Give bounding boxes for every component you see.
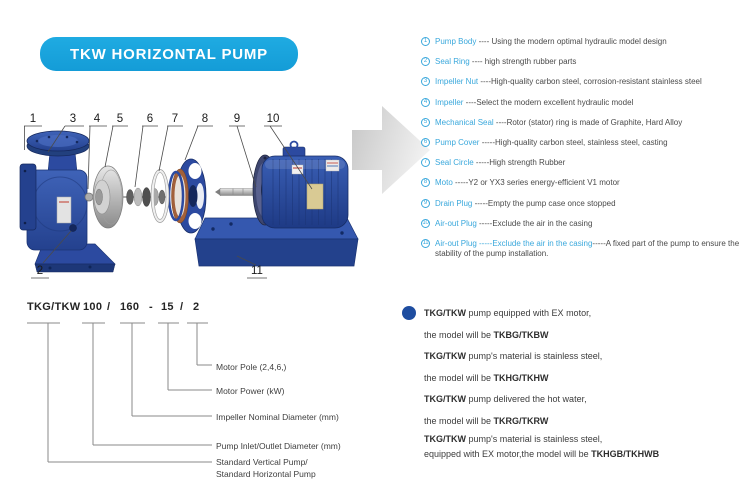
part-description: -----Y2 or YX3 series energy-efficient V1 motor bbox=[452, 178, 620, 188]
part-description: -----Exclude the air in the casing bbox=[476, 218, 593, 228]
model-breakdown-label: Standard Vertical Pump/ bbox=[216, 457, 308, 467]
motor-part bbox=[215, 142, 348, 229]
note-model-code: TKG/TKW bbox=[424, 394, 466, 404]
callout-6: 6 bbox=[146, 113, 154, 125]
callout-5: 5 bbox=[116, 113, 124, 125]
note-line bbox=[424, 432, 754, 447]
model-notes bbox=[424, 303, 754, 462]
part-number-badge: 11 bbox=[422, 239, 429, 246]
callout-8: 8 bbox=[201, 113, 209, 125]
part-number-badge: 9 bbox=[421, 199, 430, 208]
part-number-badge: 5 bbox=[421, 118, 430, 127]
part-description: -----Empty the pump case once stopped bbox=[472, 198, 616, 208]
model-code-segment: / bbox=[180, 301, 184, 313]
model-breakdown-label: Pump Inlet/Outlet Diameter (mm) bbox=[216, 441, 341, 451]
note-line bbox=[424, 368, 754, 390]
part-name: Pump Cover bbox=[435, 137, 480, 147]
note-line bbox=[424, 346, 754, 368]
part-description: ----Rotor (stator) ring is made of Graphite, Hard Alloy bbox=[493, 117, 683, 127]
parts-list-item bbox=[421, 239, 755, 259]
part-number-badge: 3 bbox=[421, 77, 430, 86]
model-code-segment: TKG/TKW bbox=[27, 301, 81, 313]
note-model-code: TKG/TKW bbox=[424, 351, 466, 361]
note-text: pump delivered the hot water, bbox=[466, 394, 587, 404]
impeller-part bbox=[93, 166, 123, 228]
callout-9: 9 bbox=[233, 113, 241, 125]
note-line bbox=[424, 303, 754, 325]
mechanical-seal-part bbox=[123, 188, 168, 207]
part-name: Seal Circle bbox=[435, 158, 474, 168]
part-name: Impeller bbox=[435, 97, 464, 107]
note-text: the model will be bbox=[424, 329, 494, 340]
parts-list-item bbox=[421, 77, 755, 87]
note-text: pump equipped with EX motor, bbox=[466, 308, 592, 318]
model-breakdown-label: Motor Power (kW) bbox=[216, 386, 285, 396]
part-number-badge: 6 bbox=[421, 138, 430, 147]
part-number-badge: 4 bbox=[421, 98, 430, 107]
note-text: the model will be bbox=[424, 415, 494, 426]
part-description: -----High-quality carbon steel, stainless steel, casting bbox=[479, 137, 668, 147]
callout-11: 11 bbox=[251, 265, 263, 277]
model-code-segment: 2 bbox=[193, 301, 200, 313]
model-code-segment: 100 bbox=[83, 301, 103, 313]
part-description: -----A fixed part of the pump to ensure the stability of the pump installation. bbox=[435, 238, 740, 258]
note-line bbox=[424, 389, 754, 411]
part-name: Air-out Plug -----Exclude the air in the casing bbox=[435, 238, 593, 248]
part-name: Moto bbox=[435, 178, 453, 188]
part-number-badge: 1 bbox=[421, 37, 430, 46]
part-number-badge: 8 bbox=[421, 178, 430, 187]
note-text: pump's material is stainless steel, bbox=[466, 351, 603, 361]
note-text: pump's material is stainless steel, bbox=[466, 434, 603, 444]
parts-list-item bbox=[421, 138, 755, 148]
part-description: ----High-quality carbon steel, corrosion-resistant stainless steel bbox=[478, 77, 702, 87]
callout-2: 2 bbox=[36, 265, 44, 277]
parts-list-item bbox=[421, 199, 755, 209]
model-code-segment: / bbox=[107, 301, 111, 313]
model-code-segment: 160 bbox=[120, 301, 140, 313]
note-model-code: TKHG/TKHW bbox=[493, 372, 549, 383]
note-model-code: TKG/TKW bbox=[424, 308, 466, 318]
model-breakdown-label: Motor Pole (2,4,6,) bbox=[216, 362, 287, 372]
note-model-code: TKBG/TKBW bbox=[493, 329, 549, 340]
parts-list-item bbox=[421, 98, 755, 108]
model-code-segment: 15 bbox=[161, 301, 174, 313]
part-description: ---- Using the modern optimal hydraulic model design bbox=[476, 37, 667, 46]
note-model-code: TKG/TKW bbox=[424, 434, 466, 444]
model-breakdown-label: Standard Horizontal Pump bbox=[216, 469, 316, 479]
model-breakdown-lines bbox=[20, 318, 360, 488]
parts-list-item bbox=[421, 178, 755, 188]
callout-1: 1 bbox=[29, 113, 37, 125]
part-number-badge: 10 bbox=[422, 219, 429, 226]
parts-list-item bbox=[421, 118, 755, 128]
notes-bullet-icon bbox=[402, 306, 416, 320]
part-number-badge: 2 bbox=[421, 57, 430, 66]
callout-7: 7 bbox=[171, 113, 179, 125]
part-name: Impeller Nut bbox=[435, 77, 479, 87]
callout-10: 10 bbox=[266, 113, 280, 125]
note-text: equipped with EX motor,the model will be bbox=[424, 449, 592, 459]
note-line bbox=[424, 447, 754, 462]
note-model-code: TKHGB/TKHWB bbox=[591, 449, 660, 459]
model-breakdown-label: Impeller Nominal Diameter (mm) bbox=[216, 412, 339, 422]
note-line bbox=[424, 325, 754, 347]
title-banner bbox=[40, 37, 298, 71]
parts-list-item bbox=[421, 57, 755, 67]
part-name: Mechanical Seal bbox=[435, 117, 494, 127]
part-description: ----Select the modern excellent hydraulic model bbox=[463, 97, 634, 107]
page-title: TKW HORIZONTAL PUMP bbox=[70, 45, 268, 63]
model-code-segment: - bbox=[149, 301, 153, 313]
callout-3: 3 bbox=[69, 113, 77, 125]
part-name: Air-out Plug bbox=[435, 218, 477, 228]
part-description: ---- high strength rubber parts bbox=[469, 57, 577, 67]
callout-4: 4 bbox=[93, 113, 101, 125]
pump-cover-part bbox=[169, 159, 206, 233]
part-name: Pump Body bbox=[435, 37, 477, 46]
parts-list-item bbox=[421, 219, 755, 229]
parts-list bbox=[421, 37, 755, 269]
parts-list-item bbox=[421, 37, 755, 47]
part-name: Drain Plug bbox=[435, 198, 473, 208]
note-model-code: TKRG/TKRW bbox=[493, 415, 549, 426]
part-number-badge: 7 bbox=[421, 158, 430, 167]
part-name: Seal Ring bbox=[435, 57, 470, 67]
parts-list-item bbox=[421, 158, 755, 168]
part-description: -----High strength Rubber bbox=[473, 158, 566, 168]
note-line bbox=[424, 411, 754, 433]
note-text: the model will be bbox=[424, 372, 494, 383]
